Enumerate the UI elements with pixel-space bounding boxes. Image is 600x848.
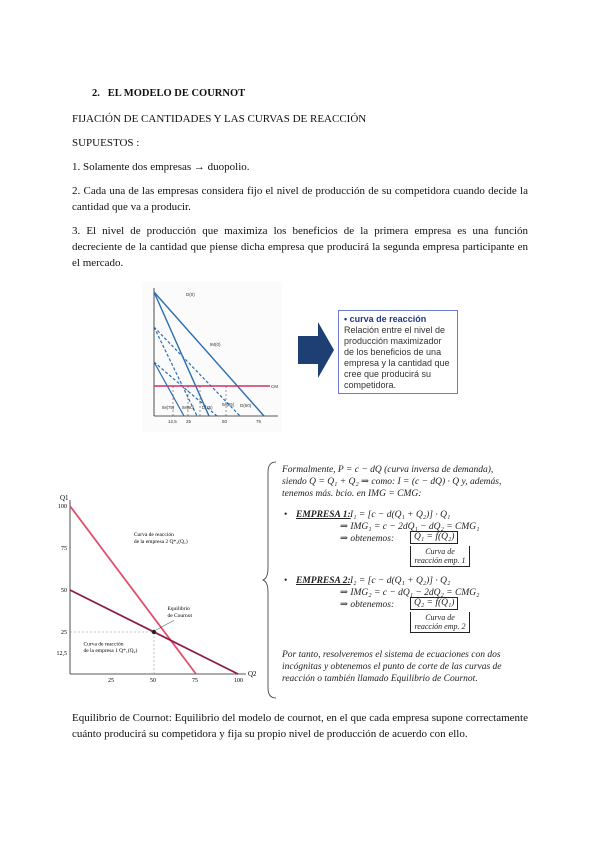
y-tick-label-2: 50 [61,588,67,594]
emp2-caption-1: Curva de [425,613,455,622]
y-axis-label: Q1 [60,494,69,502]
arrow-right-icon [298,322,334,378]
y-tick-label-0: 100 [58,504,67,510]
emp1-caption-1: Curva de [425,547,455,556]
fig1-label-d50: D(50) [240,403,252,408]
note-body: Relación entre el nivel de producción maximizador de los beneficios de una empresa y la cantidad que cree que producirá su competidora. [344,325,450,390]
fig1-tick-75: 75 [256,419,262,424]
subtitle: FIJACIÓN DE CANTIDADES Y LAS CURVAS DE REACCIÓN [72,113,367,125]
emp2-caption [410,612,470,633]
emp1-line-3: ⇒ obtenemos: [340,534,395,544]
figure-demand-panel [142,282,282,432]
emp2-label: EMPRESA 2: [296,576,351,586]
y-tick-label-4: 12,5 [56,651,67,657]
annotation-equilibrium-2: de Cournot [167,612,193,619]
note-heading: • curva de reacción [344,314,427,324]
fig1-label-d75: D(75) [202,405,213,410]
derivation-intro-2: siendo Q = Q₁ + Q₂ ⇒ como: I = (c − dQ) · Q y, además, [282,477,502,487]
x-tick-label-2: 75 [192,678,198,684]
fig1-tick-12-5: 12,5 [168,419,177,424]
conclusion-3: reacción o también llamado Equilibrio de Cournot. [282,674,478,684]
emp1-caption-2: reacción emp. 1 [414,556,466,565]
derivation-intro-1: Formalmente, P = c − dQ (curva inversa de demanda), [282,465,494,475]
bracket [262,460,278,700]
y-tick-label-3: 25 [61,630,67,636]
emp2-line-2: ⇒ IMG₂ = c − dQ₁ − 2dQ₂ = CMG₂ [340,588,480,598]
fig1-label-im0: IM(0) [210,342,221,347]
emp1-box-wrap [410,531,458,544]
annotation-curve2-1: Curva de reacción [133,532,174,539]
closing-paragraph: Equilibrio de Cournot: Equilibrio del modelo de cournot, en el que cada empresa supone correctamente cuánto producirá su competidora y fija su propio nivel de producción de acuerdo con ello. [72,712,528,740]
emp1-line-1: I₁ = [c − d(Q₁ + Q₂)] · Q₁ [350,510,451,520]
emp2-line-1: I₂ = [c − d(Q₁ + Q₂)] · Q₂ [350,576,451,586]
emp1-bullet: • [284,510,288,520]
fig1-tick-50: 50 [222,419,228,424]
cournot-chart [52,488,262,684]
point-1: 1. Solamente dos empresas → duopolio. [72,161,250,173]
x-tick-label-3: 100 [234,678,243,684]
point-2: 2. Cada una de las empresas considera fijo el nivel de producción de su competidora cuando decide la cantidad que va a producir. [72,185,528,213]
annotation-curve2-2: de la empresa 2 Q*₂(Q₁) [133,538,188,545]
emp2-line-3: ⇒ obtenemos: [340,600,395,610]
y-tick-label-1: 75 [61,546,67,552]
fig1-label-cm: CM [271,384,278,389]
section-title: 2. EL MODELO DE COURNOT [92,88,246,99]
annotation-curve1-2: de la empresa 1 Q*₁(Q₂) [83,648,138,655]
emp1-label: EMPRESA 1: [296,510,351,520]
fig1-label-im75: IM(75) [162,405,175,410]
fig1-label-im50: IM(50) [182,405,195,410]
derivation-intro-3: tenemos más. bcio. en IMG = CMG: [282,489,422,499]
conclusion-2: incógnitas y obtenemos el punto de corte de las curvas de [282,662,502,672]
annotation-equilibrium-1: Equilibrio [167,606,190,613]
x-tick-label-1: 50 [150,678,156,684]
equilibrium-point [152,630,156,634]
emp1-line-2: ⇒ IMG₁ = c − 2dQ₁ − dQ₂ = CMG₁ [340,522,480,532]
emp2-bullet: • [284,576,288,586]
fig1-tick-25: 25 [186,419,192,424]
emp1-caption [410,546,470,567]
fig1-label-d0: D(0) [186,292,195,297]
annotation-curve1-1: Curva de reacción [83,641,124,648]
fig1-label-im25: IM(25) [222,402,235,407]
emp2-caption-2: reacción emp. 2 [414,622,466,631]
emp2-box-wrap [410,597,458,610]
reaction-curve-note [338,310,458,394]
emp1-result-box: Q₁ = f(Q₂) [410,531,458,544]
supuestos-label: SUPUESTOS : [72,137,140,149]
x-tick-label-0: 25 [108,678,114,684]
x-axis-label: Q2 [248,670,257,678]
conclusion-1: Por tanto, resolveremos el sistema de ecuaciones con dos [282,650,501,660]
point-3: 3. El nivel de producción que maximiza los beneficios de la primera empresa es una función decreciente de la cantidad que piense dicha empresa que producirá la segunda empresa participante en el mercado. [72,225,528,269]
emp2-result-box: Q₂ = f(Q₁) [410,597,458,610]
